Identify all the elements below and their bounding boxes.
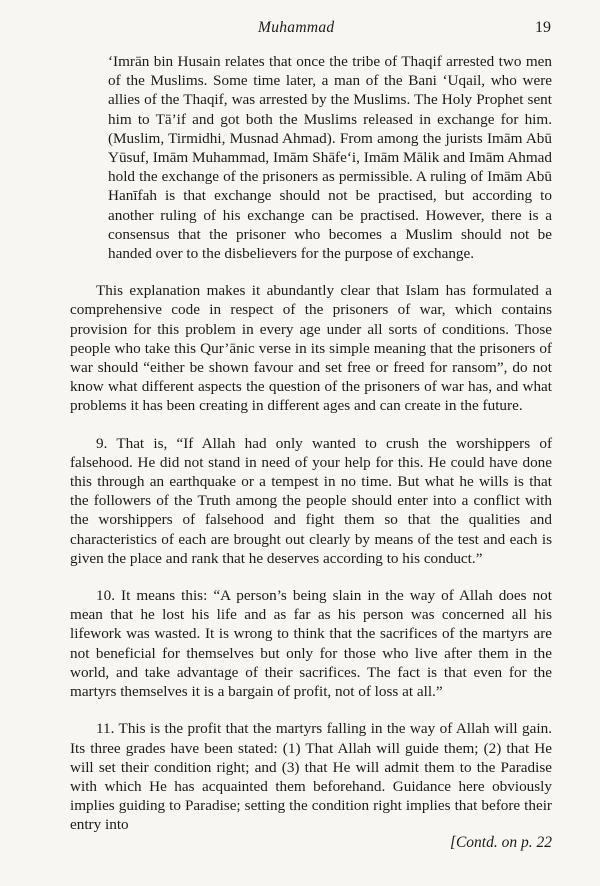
quoted-note: ‘Imrān bin Husain relates that once the tribe of Thaqif arrested two men of the Muslims. Some time later, a man of the Bani ‘Uqail, who were allies of the Thaqif, was arrested by the Muslims. The Holy Prophet sent him to Tā’if and got both the Muslims released in exchange for him. (Muslim, Tirmidhi, Musnad Ahmad). From among the jurists Imām Abū Yūsuf, Imām Muhammad, Imām Shāfe‘i, Imām Mālik and Imām Ahmad hold the exchange of the prisoners as permissible. A ruling of Imām Abū Hanīfah is that exchange should not be practised, but according to another ruling of his exchange can be practised. However, there is a consensus that the prisoner who becomes a Muslim should not be handed over to the disbelievers for the purpose of exchange.: [108, 53, 552, 263]
note-10: 10. It means this: “A person’s being slain in the way of Allah does not mean that he lost his life and as far as his person was concerned all his lifework was wasted. It is wrong to think that the sacrifices of the martyrs are not beneficial for themselves but only for those who live after them in the world, and take advantage of their sacrifices. The fact is that even for the martyrs themselves it is a bargain of profit, not of loss at all.”: [70, 587, 552, 701]
note-9: 9. That is, “If Allah had only wanted to crush the worshippers of falsehood. He did not stand in need of your help for this. He could have done this through an earthquake or a tempest in no time. But what he wills is that the followers of the Truth among the people should enter into a conflict with the worshippers of falsehood and fight them so that the qualities and characteristics of each are brought out clearly by means of the test and each is given the place and rank that he deserves according to his conduct.”: [70, 434, 552, 567]
page-number: 19: [535, 19, 551, 36]
running-header-title: Muhammad: [258, 19, 335, 36]
page-body: [70, 52, 552, 835]
paragraph: This explanation makes it abundantly clear that Islam has formulated a comprehensive code in respect of the prisoners of war, which contains provision for this problem in every age under all sorts of conditions. Those people who take this Qur’ānic verse in its simple meaning that the prisoners of war should “either be shown favour and set free or freed for ransom”, do not know what different aspects the question of the prisoners of war has, and what problems it has been creating in different ages and can create in the future.: [70, 282, 552, 415]
note-11: 11. This is the profit that the martyrs falling in the way of Allah will gain. Its three grades have been stated: (1) That Allah will guide them; (2) that He will set their condition right; and (3) that He will admit them to the Paradise with which He has acquainted them beforehand. Guidance here obviously implies guiding to Paradise; setting the condition right implies that before their entry into: [70, 720, 552, 834]
continuation-note: [Contd. on p. 22: [449, 834, 552, 851]
